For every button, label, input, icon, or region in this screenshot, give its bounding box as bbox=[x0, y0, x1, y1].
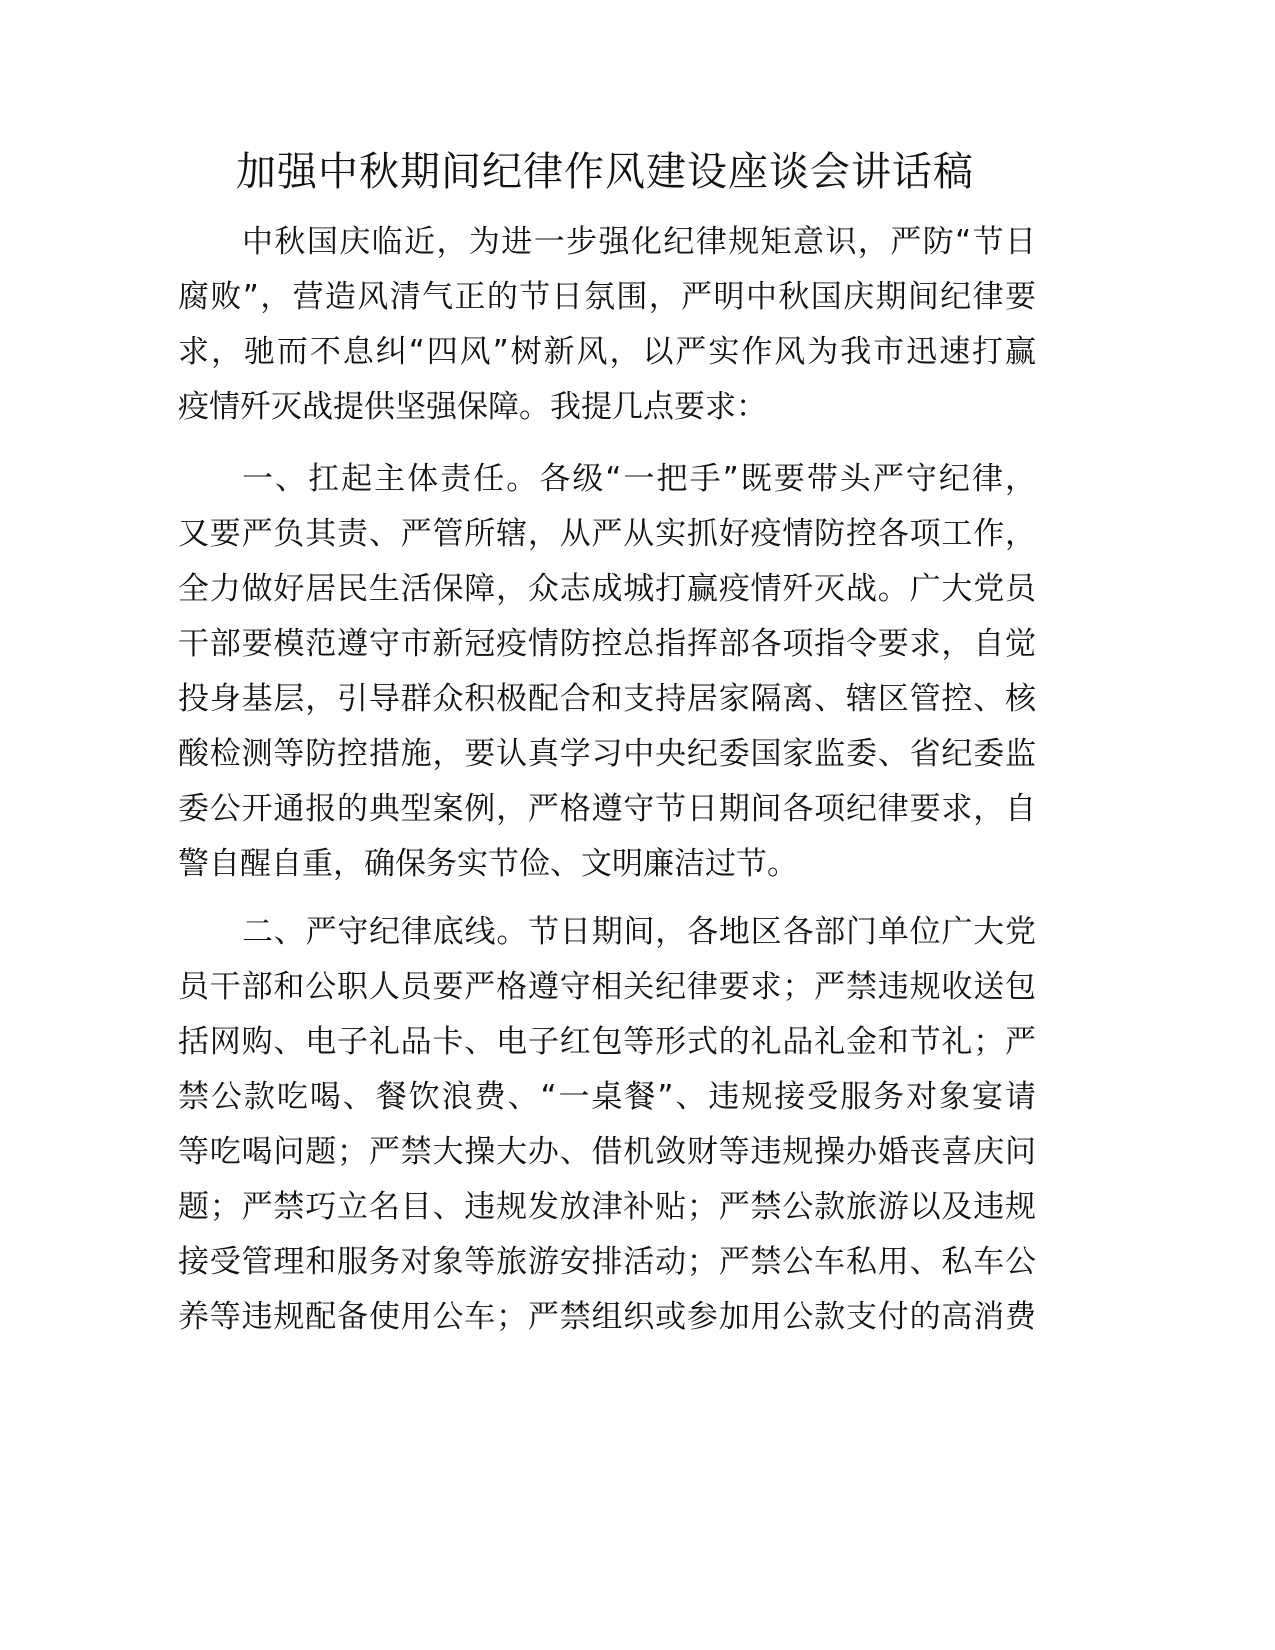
paragraph-intro bbox=[178, 215, 1036, 435]
paragraph-line: 疫情歼灭战提供坚强保障。我提几点要求： bbox=[178, 389, 767, 425]
paragraph-line: 接受管理和服务对象等旅游安排活动；严禁公车私用、私车公 bbox=[178, 1244, 1036, 1280]
paragraph-line: 二、严守纪律底线。节日期间，各地区各部门单位广大党 bbox=[242, 914, 1036, 950]
paragraph-line: 全力做好居民生活保障，众志成城打赢疫情歼灭战。广大党员 bbox=[178, 571, 1036, 607]
paragraph-line: 中秋国庆临近，为进一步强化纪律规矩意识，严防“节日 bbox=[242, 224, 1036, 260]
paragraph-line: 酸检测等防控措施，要认真学习中央纪委国家监委、省纪委监 bbox=[178, 736, 1036, 772]
paragraph-line: 员干部和公职人员要严格遵守相关纪律要求；严禁违规收送包 bbox=[178, 969, 1036, 1005]
paragraph-line: 括网购、电子礼品卡、电子红包等形式的礼品礼金和节礼；严 bbox=[178, 1024, 1036, 1060]
paragraph-line: 题；严禁巧立名目、违规发放津补贴；严禁公款旅游以及违规 bbox=[178, 1189, 1036, 1225]
paragraph-line: 求，驰而不息纠“四风”树新风，以严实作风为我市迅速打赢 bbox=[178, 334, 1036, 370]
document-title: 加强中秋期间纪律作风建设座谈会讲话稿 bbox=[236, 149, 974, 195]
paragraph-section-one bbox=[178, 452, 1036, 892]
paragraph-line: 干部要模范遵守市新冠疫情防控总指挥部各项指令要求，自觉 bbox=[178, 626, 1036, 662]
paragraph-section-two bbox=[178, 905, 1036, 1345]
paragraph-line: 委公开通报的典型案例，严格遵守节日期间各项纪律要求，自 bbox=[178, 791, 1036, 827]
paragraph-line: 禁公款吃喝、餐饮浪费、“一桌餐”、违规接受服务对象宴请 bbox=[178, 1079, 1036, 1115]
paragraph-line: 一、扛起主体责任。各级“一把手”既要带头严守纪律， bbox=[242, 461, 1036, 497]
paragraph-line: 又要严负其责、严管所辖，从严从实抓好疫情防控各项工作， bbox=[178, 516, 1036, 552]
paragraph-line: 等吃喝问题；严禁大操大办、借机敛财等违规操办婚丧喜庆问 bbox=[178, 1134, 1036, 1170]
paragraph-line: 养等违规配备使用公车；严禁组织或参加用公款支付的高消费 bbox=[178, 1299, 1036, 1335]
paragraph-line: 腐败”，营造风清气正的节日氛围，严明中秋国庆期间纪律要 bbox=[178, 279, 1036, 315]
paragraph-line: 投身基层，引导群众积极配合和支持居家隔离、辖区管控、核 bbox=[178, 681, 1036, 717]
paragraph-line: 警自醒自重，确保务实节俭、文明廉洁过节。 bbox=[178, 846, 798, 882]
